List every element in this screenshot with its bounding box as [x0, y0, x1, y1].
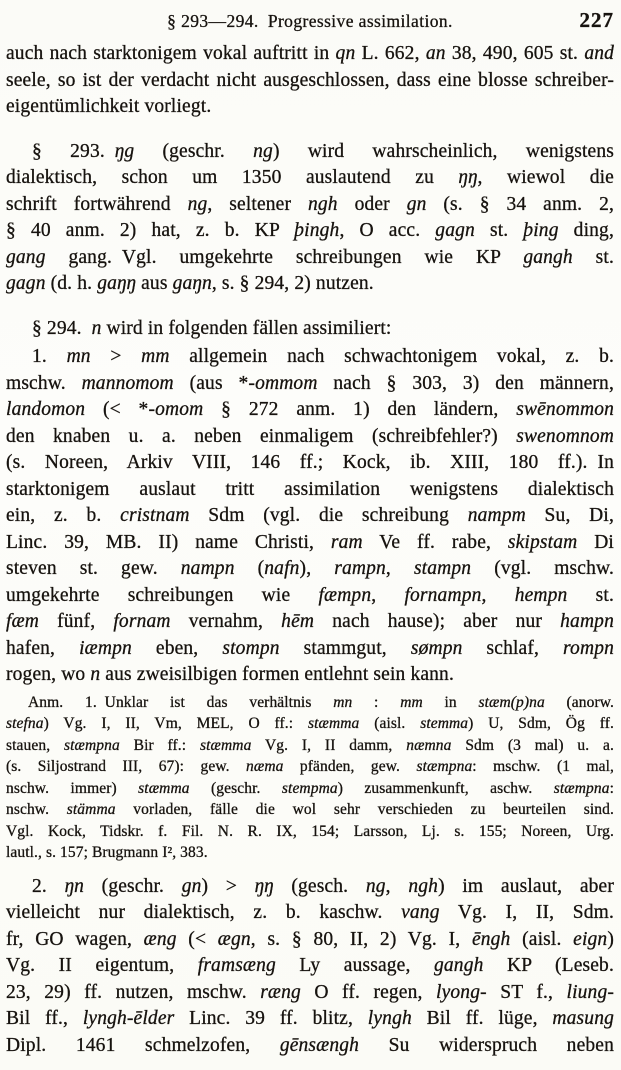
paragraph-section-293 [6, 139, 614, 298]
italic-form: lyong- [436, 981, 487, 1003]
text-run: mschw. [6, 372, 82, 394]
italic-form: cristnam [120, 505, 190, 526]
text-run: § 294. [32, 317, 92, 339]
italic-form: fæmpn [318, 584, 372, 606]
text-line [6, 316, 614, 343]
text-line [6, 662, 614, 689]
text-run: ( [234, 558, 265, 579]
italic-form: mn [333, 693, 353, 711]
text-run: ) im auslaut, aber [438, 875, 615, 897]
running-head [6, 8, 614, 33]
text-run: eben, [131, 637, 223, 659]
text-line [6, 218, 614, 245]
text-run: > [90, 346, 142, 367]
text-run: ) Vg. I, II, Vm, MEL, O ff.: [43, 715, 308, 732]
text-run: KP (Leseb. [483, 955, 614, 976]
italic-form: an [425, 43, 446, 64]
text-run: Ly aussage, [275, 955, 434, 976]
text-run: vernahm, [170, 611, 282, 632]
italic-form: næmna [406, 736, 452, 754]
text-run: ) U, Sdm, Ög ff. [468, 715, 614, 732]
italic-form: stemma [420, 715, 469, 732]
text-run: , s. § 294, 2) nutzen. [211, 273, 374, 294]
italic-form: ng [253, 140, 273, 162]
text-line [6, 344, 614, 371]
text-line [6, 583, 614, 610]
text-run: § 40 anm. 2) hat, z. b. KP [6, 220, 295, 241]
text-run: nach § 303, 3) den männern, [317, 372, 614, 394]
text-run: eigentümlichkeit vorliegt. [6, 96, 212, 117]
italic-form: ng [365, 875, 386, 897]
text-run: (s. § 34 anm. 2, [426, 193, 614, 215]
italic-form: vang [401, 902, 440, 923]
page-body [6, 41, 614, 1059]
text-line [6, 609, 614, 636]
italic-form: stæmpna [553, 779, 610, 797]
italic-form: liung- [566, 981, 614, 1003]
italic-form: ēngh [471, 928, 511, 950]
text-run: (aus * [173, 372, 249, 394]
text-line [6, 692, 614, 714]
text-run: Bir ff.: [119, 736, 200, 754]
italic-form: swēnommon [516, 399, 614, 420]
text-run: Sdm (3 mal) u. a. [451, 736, 615, 754]
italic-form: n [91, 317, 102, 339]
italic-form: ŋŋ [458, 167, 478, 188]
text-run: stauen, [6, 736, 64, 754]
italic-form: stampn [413, 558, 472, 579]
text-run: : [609, 779, 615, 797]
paragraph-item-2 [6, 874, 614, 1060]
text-run: , [385, 558, 414, 579]
text-run: stammgut, [279, 637, 411, 659]
italic-form: hampn [560, 611, 614, 632]
text-run: vorladen, fälle die wol sehr verschieden zu beurteilen sind. [115, 801, 614, 818]
running-head-title: § 293—294. Progressive assimilation. [167, 11, 453, 31]
text-run: 1. [32, 346, 67, 367]
text-run: auch nach starktonigem vokal auftritt in [6, 43, 336, 64]
italic-form: ram [330, 531, 363, 553]
text-run: ), [299, 558, 335, 579]
italic-form: sømpn [410, 637, 463, 659]
text-run: Bil ff. lüge, [411, 1008, 553, 1029]
text-run: ) [607, 928, 614, 950]
text-run: Ve ff. rabe, [362, 531, 508, 553]
text-line [6, 245, 614, 272]
italic-form: nampm [467, 505, 526, 526]
text-line [6, 503, 614, 530]
italic-form: landomon [6, 399, 86, 420]
paragraph-item-1 [6, 344, 614, 689]
text-run: (s. Siljostrand III, 67): gew. [6, 758, 247, 775]
text-run: starktonigem auslaut tritt assimilation wenigstens dialektisch [6, 478, 614, 500]
text-line [6, 139, 614, 166]
text-run: O ff. regen, [300, 981, 437, 1003]
italic-form: fæm [6, 611, 39, 632]
text-run: st. [572, 246, 614, 268]
text-run: Linc. 39 ff. blitz, [174, 1008, 368, 1029]
text-run: hafen, [6, 637, 80, 659]
text-run: (geschr. [189, 779, 282, 797]
text-run: (aisl. [359, 715, 421, 732]
text-run: (gesch. [273, 875, 366, 897]
italic-form: lyngh-ēlder [82, 1008, 175, 1029]
italic-form: gaŋŋ [97, 273, 137, 294]
italic-form: næma [246, 758, 284, 775]
text-line [6, 1006, 614, 1033]
text-line [6, 713, 614, 735]
italic-form: ŋŋ [254, 875, 274, 897]
text-run: pfänden, gew. [283, 758, 417, 775]
italic-form: ŋg [114, 140, 135, 162]
italic-form: stæmma [200, 736, 252, 754]
text-run: , [385, 875, 409, 897]
italic-form: rampn [334, 558, 386, 579]
italic-form: skipstam [507, 531, 578, 553]
italic-form: mm [400, 693, 423, 711]
italic-form: hempn [514, 584, 568, 606]
text-line [6, 735, 614, 757]
italic-form: qn [335, 43, 356, 64]
italic-form: ngh [408, 875, 439, 897]
italic-form: masung [552, 1008, 614, 1029]
text-line [6, 165, 614, 192]
italic-form: stæmma [138, 779, 190, 797]
italic-form: hēm [281, 611, 315, 632]
text-run: aus zweisilbigen formen entlehnt sein kann. [100, 664, 454, 685]
italic-form: n [90, 664, 101, 685]
text-line [6, 778, 614, 800]
text-run: Vgl. Kock, Tidskr. f. Fil. N. R. IX, 154; Larsson, Lj. s. 155; Noreen, Urg. [6, 822, 614, 840]
text-run: § 293. [32, 140, 115, 162]
italic-form: rompn [563, 637, 614, 659]
italic-form: stefna [6, 715, 44, 732]
text-line [6, 1033, 614, 1060]
italic-form: mm [141, 346, 170, 367]
italic-form: gangh [523, 246, 573, 268]
text-run: rogen, wo [6, 664, 91, 685]
text-run: (< * [85, 399, 149, 420]
italic-form: fornam [113, 611, 171, 632]
text-run: : mschw. (1 mal, [472, 758, 615, 775]
italic-form: mannomom [81, 372, 174, 394]
text-run: (geschr. [134, 140, 254, 162]
italic-form: nampn [180, 558, 235, 579]
italic-form: gangh [434, 955, 484, 976]
text-run: allgemein nach schwachtonigem vokal, z. b. [169, 346, 614, 367]
text-run: , [481, 584, 515, 606]
text-run: Bil ff., [6, 1008, 83, 1029]
italic-form: gang [6, 246, 46, 268]
text-run: , wiewol die [477, 167, 614, 188]
italic-form: stämma [66, 801, 116, 818]
text-line [6, 821, 614, 843]
text-line [6, 556, 614, 583]
text-run: dialektisch, schon um 1350 auslautend zu [6, 167, 459, 188]
italic-form: ræng [260, 981, 301, 1003]
italic-form: gn [406, 193, 427, 215]
text-run: nach hause); aber nur [314, 611, 561, 632]
text-run: (vgl. mschw. [471, 558, 614, 579]
italic-form: stæmpna [416, 758, 473, 775]
italic-form: þingh [294, 220, 340, 241]
text-run: ein, z. b. [6, 505, 121, 526]
text-run: § 272 anm. 1) den ländern, [203, 399, 517, 420]
text-run: Vg. I, II damm, [251, 736, 407, 754]
text-run: , [371, 584, 405, 606]
text-run: fr, GO wagen, [6, 928, 144, 950]
text-run: , seltener [207, 193, 308, 215]
paragraph-continuation [6, 41, 614, 121]
text-line [6, 41, 614, 68]
text-run: oder [337, 193, 407, 215]
text-line [6, 424, 614, 451]
text-run: Vg. II eigentum, [6, 955, 198, 976]
italic-form: ægn [217, 928, 251, 950]
text-run: ST f., [486, 981, 567, 1003]
text-line [6, 799, 614, 821]
italic-form: -omom [148, 399, 204, 420]
text-run: seele, so ist der verdacht nicht ausgeschlossen, dass eine blosse schreiber- [6, 69, 614, 91]
italic-form: þing [523, 220, 559, 241]
text-run: Di [577, 531, 614, 553]
text-line [6, 94, 614, 121]
text-run: gang. Vgl. umgekehrte schreibungen wie KP [45, 246, 524, 268]
italic-form: eign [573, 928, 608, 950]
text-run: Linc. 39, MB. II) name Christi, [6, 531, 331, 553]
text-run: 38, 490, 605 st. [445, 43, 585, 64]
text-run: : [352, 693, 401, 711]
text-run: (s. Noreen, Arkiv VIII, 146 ff.; Kock, ib. XIII, 180 ff.). In [6, 452, 614, 473]
text-run: (aisl. [510, 928, 574, 950]
text-run: lautl., s. 157; Brugmann I², 383. [6, 844, 208, 861]
text-line [6, 68, 614, 95]
text-run: L. 662, [355, 43, 426, 64]
text-run: , s. § 80, II, 2) Vg. I, [250, 928, 472, 950]
text-line [6, 927, 614, 954]
italic-form: swenomnom [516, 425, 614, 447]
text-line [6, 874, 614, 901]
text-run: den knaben u. a. neben einmaligem (schreibfehler?) [6, 425, 517, 447]
text-run: (anorw. [544, 693, 614, 711]
text-run: ding, [558, 220, 614, 241]
italic-form: mn [66, 346, 91, 367]
text-run: nschw. [6, 801, 67, 818]
italic-form: gēnsængh [279, 1034, 360, 1056]
italic-form: ngh [308, 193, 338, 215]
text-line [6, 756, 614, 778]
text-run: ) wird wahrscheinlich, wenigstens [272, 140, 614, 162]
text-run: 23, 29) ff. nutzen, mschw. [6, 981, 261, 1003]
text-run: Vg. I, II, Sdm. [439, 902, 614, 923]
text-run: umgekehrte schreibungen wie [6, 584, 319, 606]
italic-form: stempma [281, 779, 338, 797]
text-line [6, 397, 614, 424]
text-run: Sdm (vgl. die schreibung [189, 505, 468, 526]
text-run: Anm. 1. Unklar ist das verhältnis [28, 693, 334, 711]
text-run: (< [176, 928, 218, 950]
italic-form: gaŋn [172, 273, 212, 294]
page-number: 227 [579, 8, 614, 32]
text-run: schlaf, [462, 637, 564, 659]
italic-form: iæmpn [79, 637, 132, 659]
text-line [6, 842, 614, 864]
text-run: , O acc. [339, 220, 436, 241]
text-line [6, 371, 614, 398]
italic-form: framsæng [197, 955, 276, 976]
paragraph-section-294 [6, 316, 614, 343]
text-run: st. [474, 220, 524, 241]
text-line [6, 477, 614, 504]
italic-form: stæm(p)na [478, 693, 545, 711]
italic-form: stæmpna [64, 736, 120, 754]
text-line [6, 953, 614, 980]
text-line [6, 450, 614, 477]
text-run: vielleicht nur dialektisch, z. b. kaschw. [6, 902, 402, 923]
text-line [6, 530, 614, 557]
text-run: st. [567, 584, 614, 606]
italic-form: gn [181, 875, 202, 897]
text-line [6, 271, 614, 298]
italic-form: and [584, 43, 615, 64]
italic-form: -ommom [248, 372, 318, 394]
italic-form: nafn [264, 558, 300, 579]
text-line [6, 636, 614, 663]
text-run: ) > [201, 875, 255, 897]
text-run: (d. h. [45, 273, 98, 294]
italic-form: stæmma [307, 715, 360, 732]
text-run: fünf, [38, 611, 114, 632]
text-run: ) zusammenkunft, aschw. [337, 779, 554, 797]
text-run: in [422, 693, 479, 711]
text-run: (geschr. [84, 875, 182, 897]
text-run: Dipl. 1461 schmelzofen, [6, 1034, 280, 1056]
italic-form: æng [143, 928, 177, 950]
text-run: steven st. gew. [6, 558, 181, 579]
text-run: Su, Di, [525, 505, 614, 526]
text-run: Su widerspruch neben [359, 1034, 614, 1056]
italic-form: gagn [6, 273, 46, 294]
italic-form: stompn [222, 637, 280, 659]
italic-form: lyngh [367, 1008, 412, 1029]
text-line [6, 900, 614, 927]
text-run: 2. [32, 875, 65, 897]
italic-form: ŋn [64, 875, 85, 897]
text-run: nschw. immer) [6, 779, 139, 797]
text-line [6, 192, 614, 219]
text-run: schrift fortwährend [6, 193, 188, 215]
italic-form: gagn [435, 220, 475, 241]
paragraph-anmerkung-1 [6, 692, 614, 864]
text-run: wird in folgenden fällen assimiliert: [101, 317, 392, 339]
italic-form: fornampn [404, 584, 482, 606]
italic-form: ng [187, 193, 208, 215]
text-line [6, 980, 614, 1007]
text-run: aus [136, 273, 173, 294]
